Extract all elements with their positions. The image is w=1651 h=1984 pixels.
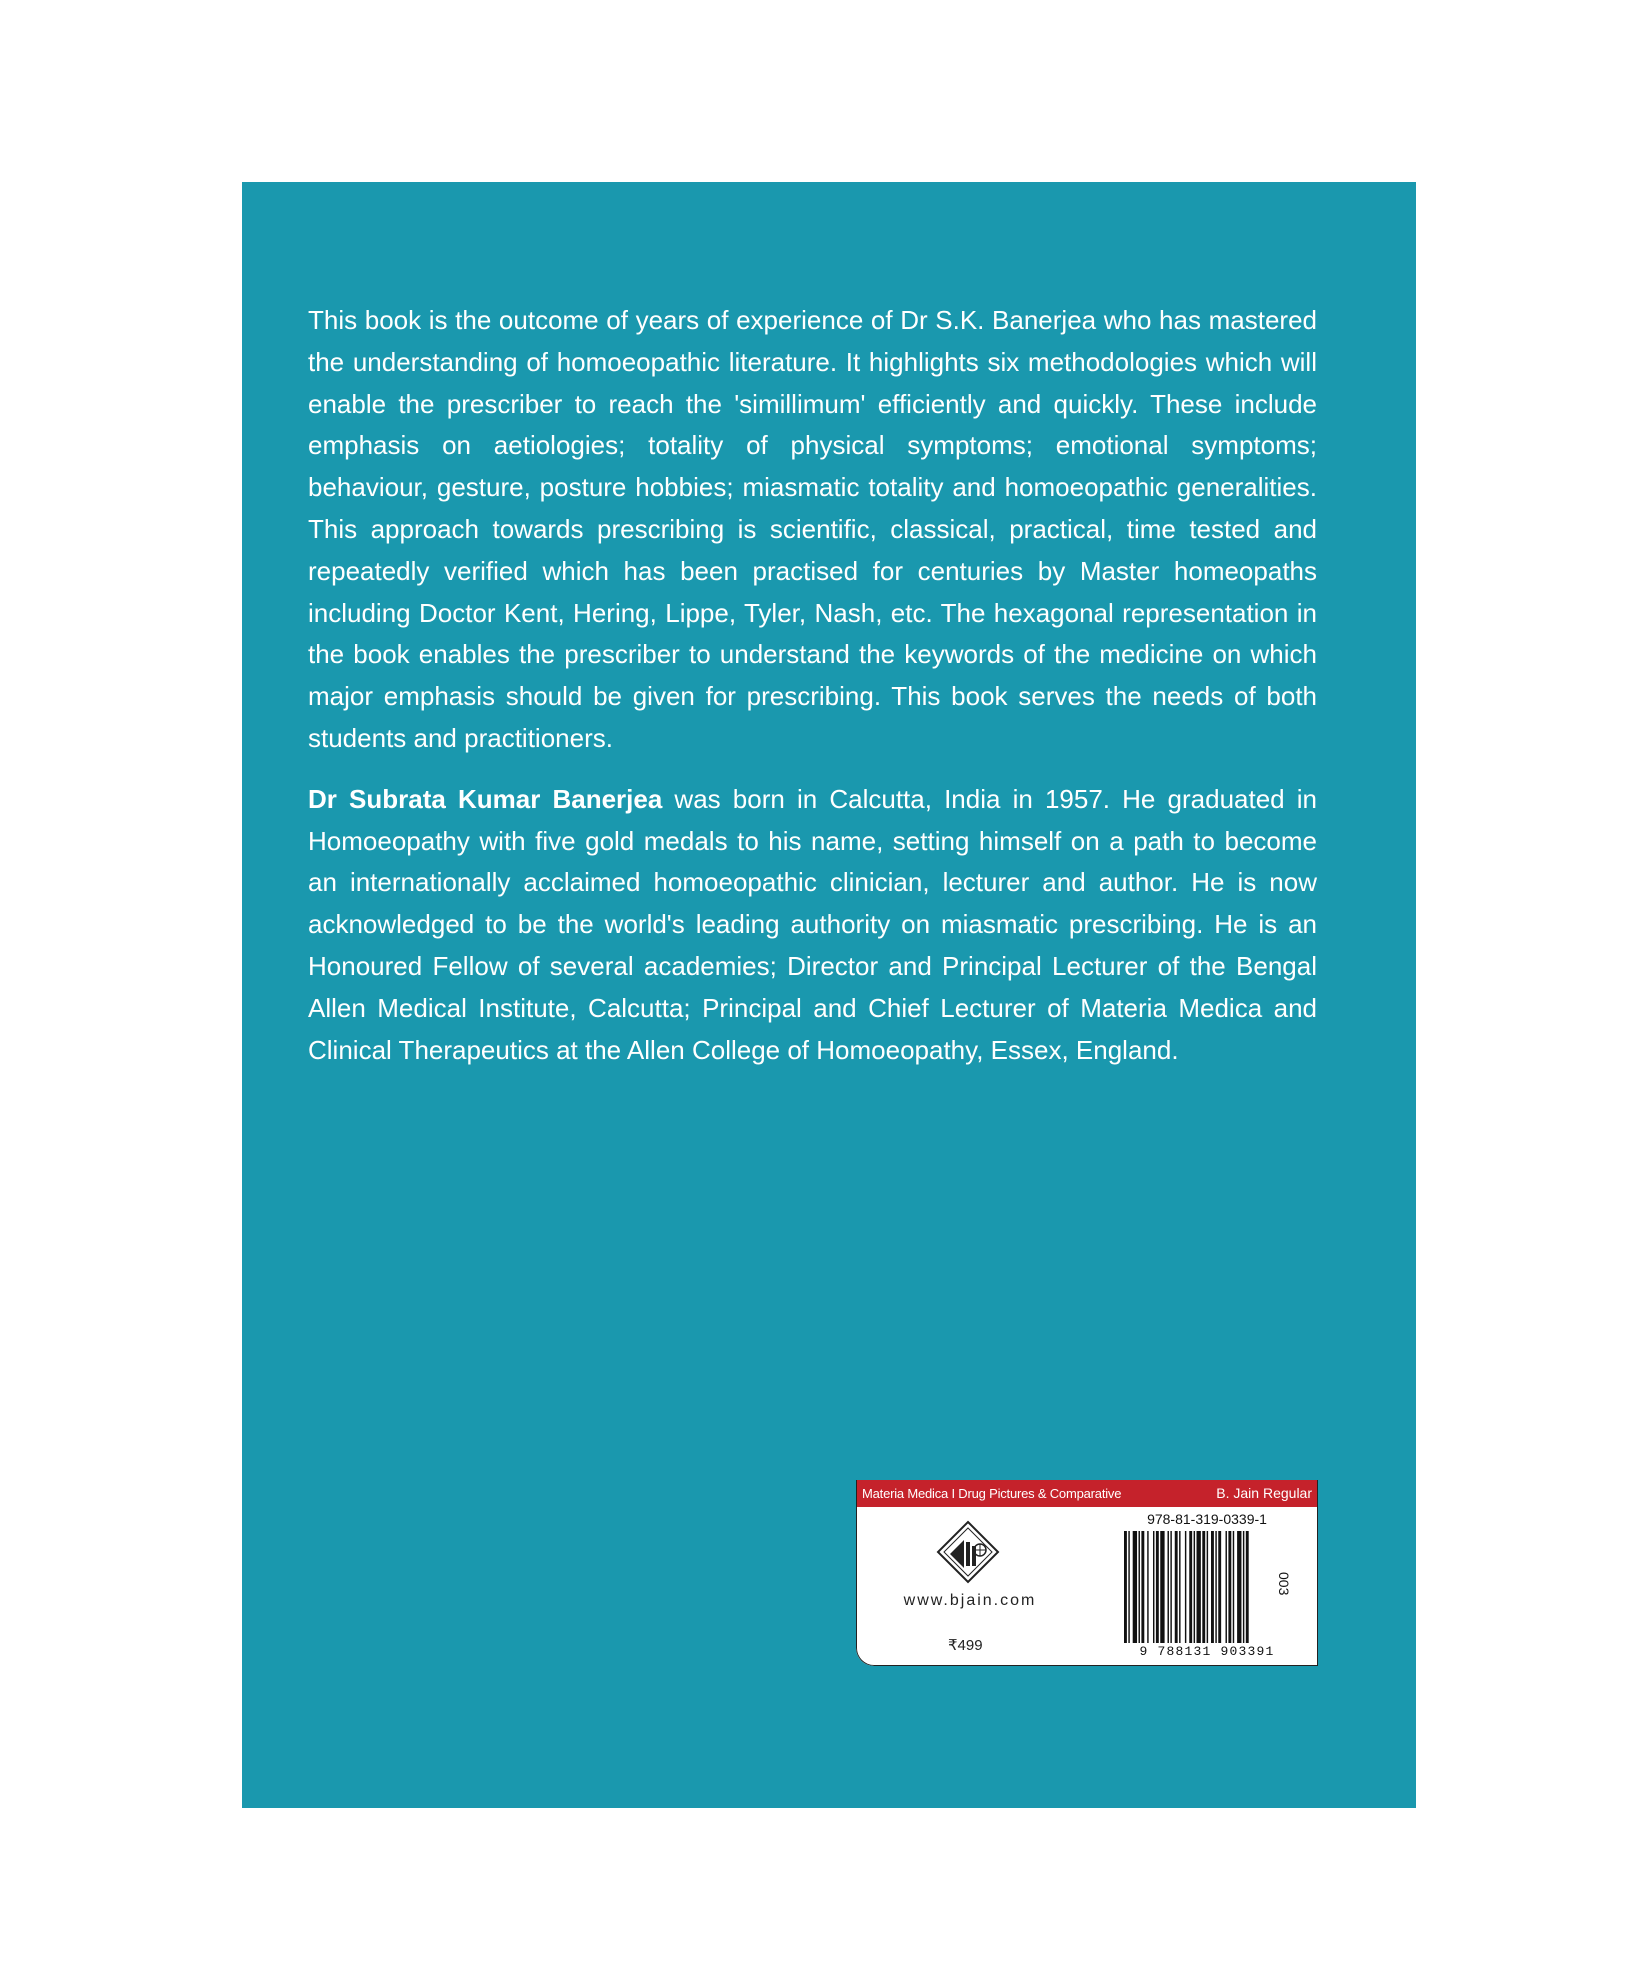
author-bio-paragraph (308, 779, 1317, 1072)
barcode-bar (1179, 1531, 1180, 1643)
barcode-bar (1141, 1531, 1144, 1643)
barcode-bar (1215, 1531, 1216, 1643)
author-bio: was born in Calcutta, India in 1957. He graduated in Homoeopathy with five gold medals to his name, setting himself on a path to become an internationally acclaimed homoeopathic clinician, lecturer and author. He is now acknowledged to be the world's leading authority on miasmatic prescribing. He is an Honoured Fellow of several academies; Director and Principal Lecturer of the Bengal Allen Medical Institute, Calcutta; Principal and Chief Lecturer of Materia Medica and Clinical Therapeutics at the Allen College of Homoeopathy, Essex, England. (308, 783, 1317, 1065)
barcode-bar (1243, 1531, 1244, 1643)
barcode-bar (1156, 1531, 1159, 1643)
barcode-bar (1233, 1531, 1234, 1643)
blurb-text (308, 300, 1317, 1090)
barcode-bar (1170, 1531, 1171, 1643)
barcode-digits: 9 788131 903391 (1139, 1644, 1275, 1659)
barcode-bar (1202, 1531, 1205, 1643)
isbn-number: 978-81-319-0339-1 (1147, 1511, 1267, 1527)
isbn-barcode (1122, 1531, 1292, 1643)
barcode-bar (1160, 1531, 1164, 1643)
barcode-bar (1139, 1531, 1140, 1643)
barcode-box (856, 1480, 1318, 1666)
barcode-bar (1168, 1531, 1169, 1643)
barcode-bar (1189, 1531, 1192, 1643)
barcode-bar (1197, 1531, 1201, 1643)
barcode-bar (1147, 1531, 1148, 1643)
price-label: ₹499 (948, 1637, 983, 1654)
barcode-bar (1153, 1531, 1154, 1643)
edition-type-label: B. Jain Regular (1216, 1485, 1312, 1501)
category-label: Materia Medica I Drug Pictures & Comparative (862, 1486, 1122, 1501)
barcode-bar (1175, 1531, 1178, 1643)
barcode-bar (1228, 1531, 1231, 1643)
website-url: www.bjain.com (903, 1592, 1037, 1609)
addon-code: 003 (1276, 1572, 1292, 1596)
book-description: This book is the outcome of years of experience of Dr S.K. Banerjea who has mastered the understanding of homoeopathic literature. It highlights six methodologies which will enable the prescriber to reach the 'simillimum' efficiently and quickly. These include emphasis on aetiologies; totality of physical symptoms; emotional symptoms; behaviour, gesture, posture hobbies; miasmatic totality and homoeopathic generalities. This approach towards prescribing is scientific, classical, practical, time tested and repeatedly verified which has been practised for centuries by Master homeopaths including Doctor Kent, Hering, Lippe, Tyler, Nash, etc. The hexagonal representation in the book enables the prescriber to understand the keywords of the medicine on which major emphasis should be given for prescribing. This book serves the needs of both students and practitioners. (308, 305, 1317, 753)
barcode-bar (1211, 1531, 1214, 1643)
barcode-bar (1194, 1531, 1195, 1643)
back-cover (242, 182, 1416, 1808)
barcode-bar (1185, 1531, 1186, 1643)
barcode-bar (1218, 1531, 1221, 1643)
barcode-bar (1124, 1531, 1127, 1643)
barcode-bar (1237, 1531, 1241, 1643)
author-name: Dr Subrata Kumar Banerjea (308, 783, 663, 814)
barcode-bar (1128, 1531, 1129, 1643)
barcode-bar (1246, 1531, 1249, 1643)
barcode-bar (1226, 1531, 1227, 1643)
barcode-bar (1207, 1531, 1208, 1643)
category-bar (856, 1480, 1318, 1507)
bjain-logo-icon (936, 1520, 1000, 1584)
barcode-bar (1133, 1531, 1137, 1643)
